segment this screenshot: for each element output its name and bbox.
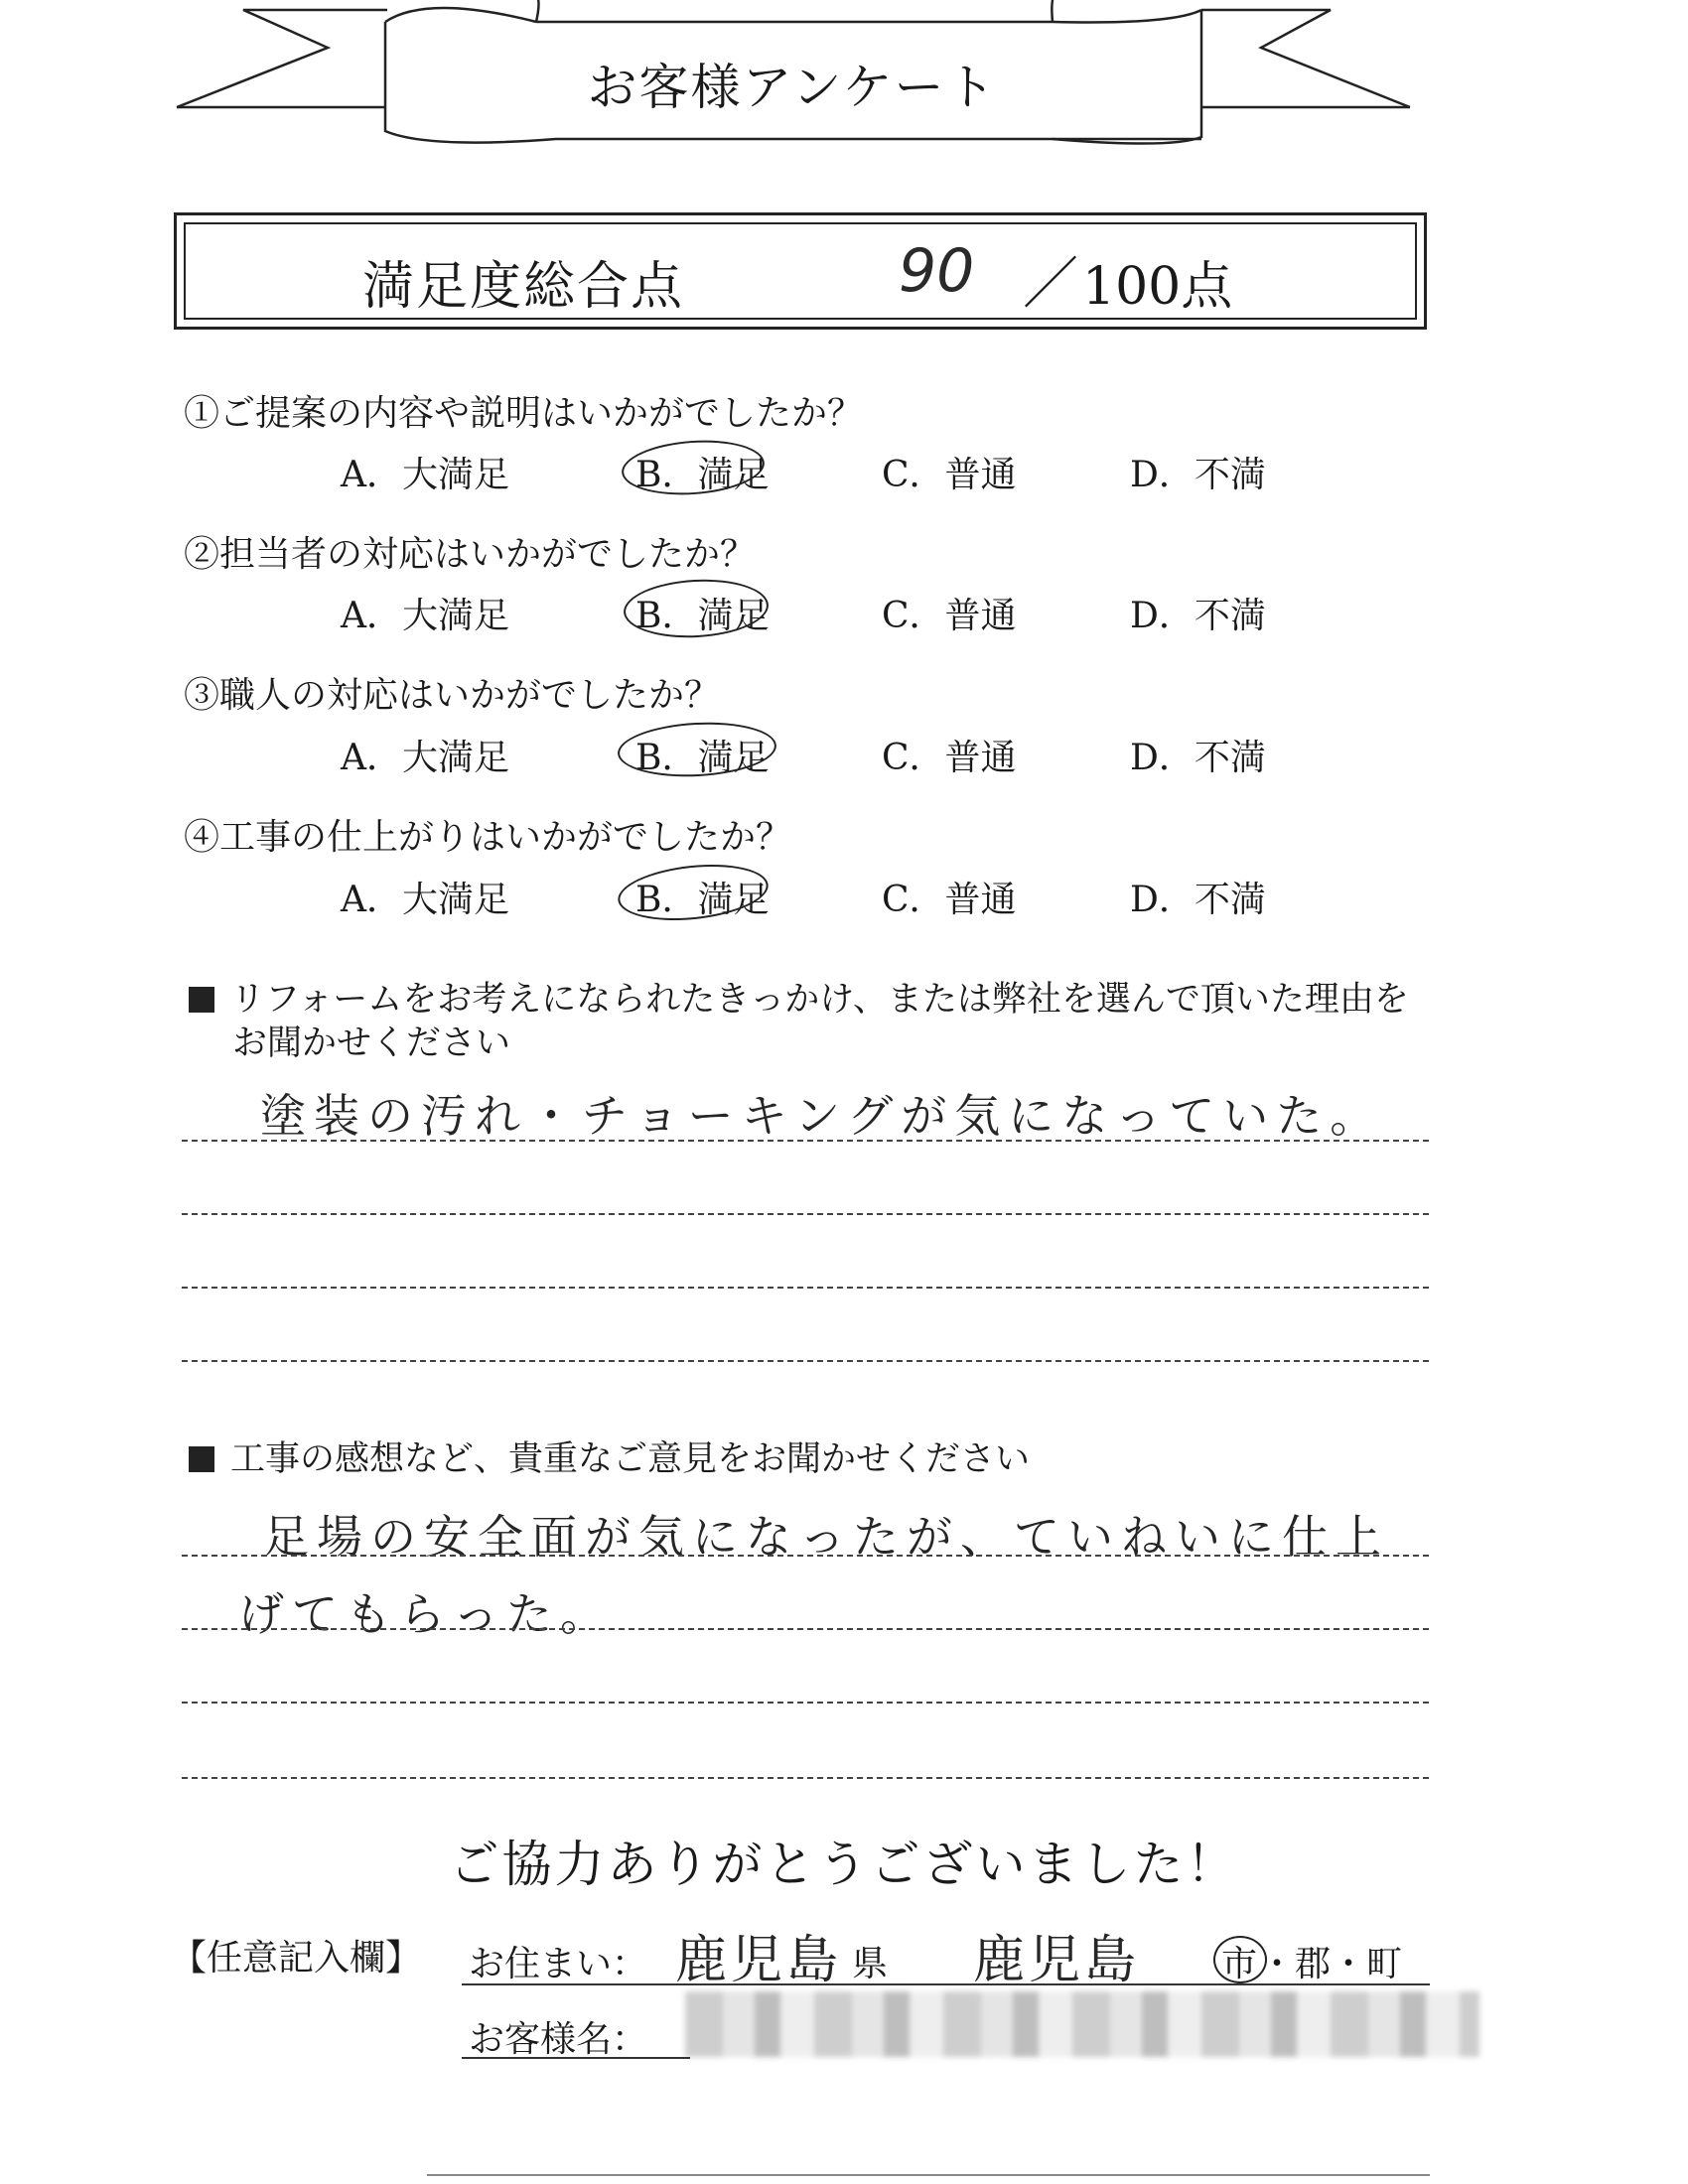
- q4-option-d[interactable]: D．不満: [1130, 880, 1266, 920]
- feedback-answer-line-4[interactable]: [182, 1777, 1429, 1779]
- q4-option-a[interactable]: A．大満足: [341, 880, 509, 920]
- address-prefecture-handwritten: 鹿児島: [675, 1931, 843, 1990]
- q2-option-d[interactable]: D．不満: [1130, 596, 1266, 636]
- q1-option-c[interactable]: C．普通: [882, 455, 1017, 495]
- score-slash: ／: [1023, 252, 1078, 317]
- score-label: 満足度総合点: [362, 257, 685, 317]
- question-1: ①ご提案の内容や説明はいかがでしたか？: [184, 393, 864, 434]
- feedback-answer-line-3[interactable]: [182, 1702, 1429, 1704]
- address-label: お住まい：: [469, 1944, 648, 1984]
- q3-option-c[interactable]: C．普通: [882, 738, 1017, 778]
- bullet-square-icon: [189, 1446, 214, 1472]
- reason-answer-line-1[interactable]: [182, 1140, 1429, 1142]
- customer-name-underline[interactable]: [462, 2057, 690, 2059]
- optional-field-label: 【任意記入欄】: [171, 1938, 422, 1979]
- feedback-heading: [189, 1437, 1440, 1481]
- q2-option-a[interactable]: A．大満足: [341, 596, 509, 636]
- q2-option-b[interactable]: B．満足: [635, 596, 770, 636]
- q1-option-a[interactable]: A．大満足: [341, 455, 509, 495]
- q4-option-c[interactable]: C．普通: [882, 880, 1017, 920]
- q3-option-b[interactable]: B．満足: [635, 738, 770, 778]
- reason-heading-line1: リフォームをお考えになられたきっかけ、または弊社を選んで頂いた理由を: [230, 980, 1409, 1020]
- thanks-message: ご協力ありがとうございました！: [449, 1836, 1239, 1893]
- address-city-handwritten: 鹿児島: [973, 1931, 1141, 1990]
- city-other-options: ・郡・町: [1259, 1944, 1403, 1984]
- feedback-answer-line-2[interactable]: [182, 1628, 1429, 1630]
- q4-option-b[interactable]: B．満足: [635, 880, 770, 920]
- address-underline[interactable]: [462, 1983, 1430, 1985]
- prefecture-suffix: 県: [852, 1944, 889, 1984]
- reason-handwritten-answer: 塗装の汚れ・チョーキングが気になっていた。: [260, 1089, 1384, 1143]
- q1-option-d[interactable]: D．不満: [1130, 455, 1266, 495]
- reason-answer-line-2[interactable]: [182, 1213, 1429, 1215]
- feedback-handwritten-line2: げてもらった。: [238, 1587, 614, 1641]
- question-2: ②担当者の対応はいかがでしたか？: [184, 534, 757, 575]
- customer-name-label: お客様名：: [469, 2019, 648, 2060]
- q1-option-b[interactable]: B．満足: [635, 455, 770, 495]
- question-4: ④工事の仕上がりはいかがでしたか？: [184, 817, 792, 858]
- q3-option-a[interactable]: A．大満足: [341, 738, 509, 778]
- bullet-square-icon: [189, 987, 214, 1013]
- customer-name-redacted: [685, 1991, 1479, 2057]
- q3-option-d[interactable]: D．不満: [1130, 738, 1266, 778]
- reason-answer-line-4[interactable]: [182, 1360, 1429, 1362]
- city-circled-option[interactable]: 市: [1221, 1944, 1258, 1984]
- survey-title: お客様アンケート: [587, 59, 998, 116]
- score-handwritten-value: 90: [899, 236, 975, 306]
- reason-heading-line2: お聞かせください: [232, 1024, 511, 1063]
- page-bottom-rule: [427, 2174, 1430, 2176]
- reason-answer-line-3[interactable]: [182, 1287, 1429, 1289]
- feedback-answer-line-1[interactable]: [182, 1555, 1429, 1557]
- reason-heading: [189, 978, 1440, 1065]
- score-max: 100点: [1082, 257, 1233, 317]
- feedback-heading-text: 工事の感想など、貴重なご意見をお聞かせください: [230, 1439, 1031, 1479]
- q2-option-c[interactable]: C．普通: [882, 596, 1017, 636]
- question-3: ③職人の対応はいかがでしたか？: [184, 675, 721, 716]
- feedback-handwritten-line1: 足場の安全面が気になったが、ていねいに仕上: [263, 1510, 1389, 1564]
